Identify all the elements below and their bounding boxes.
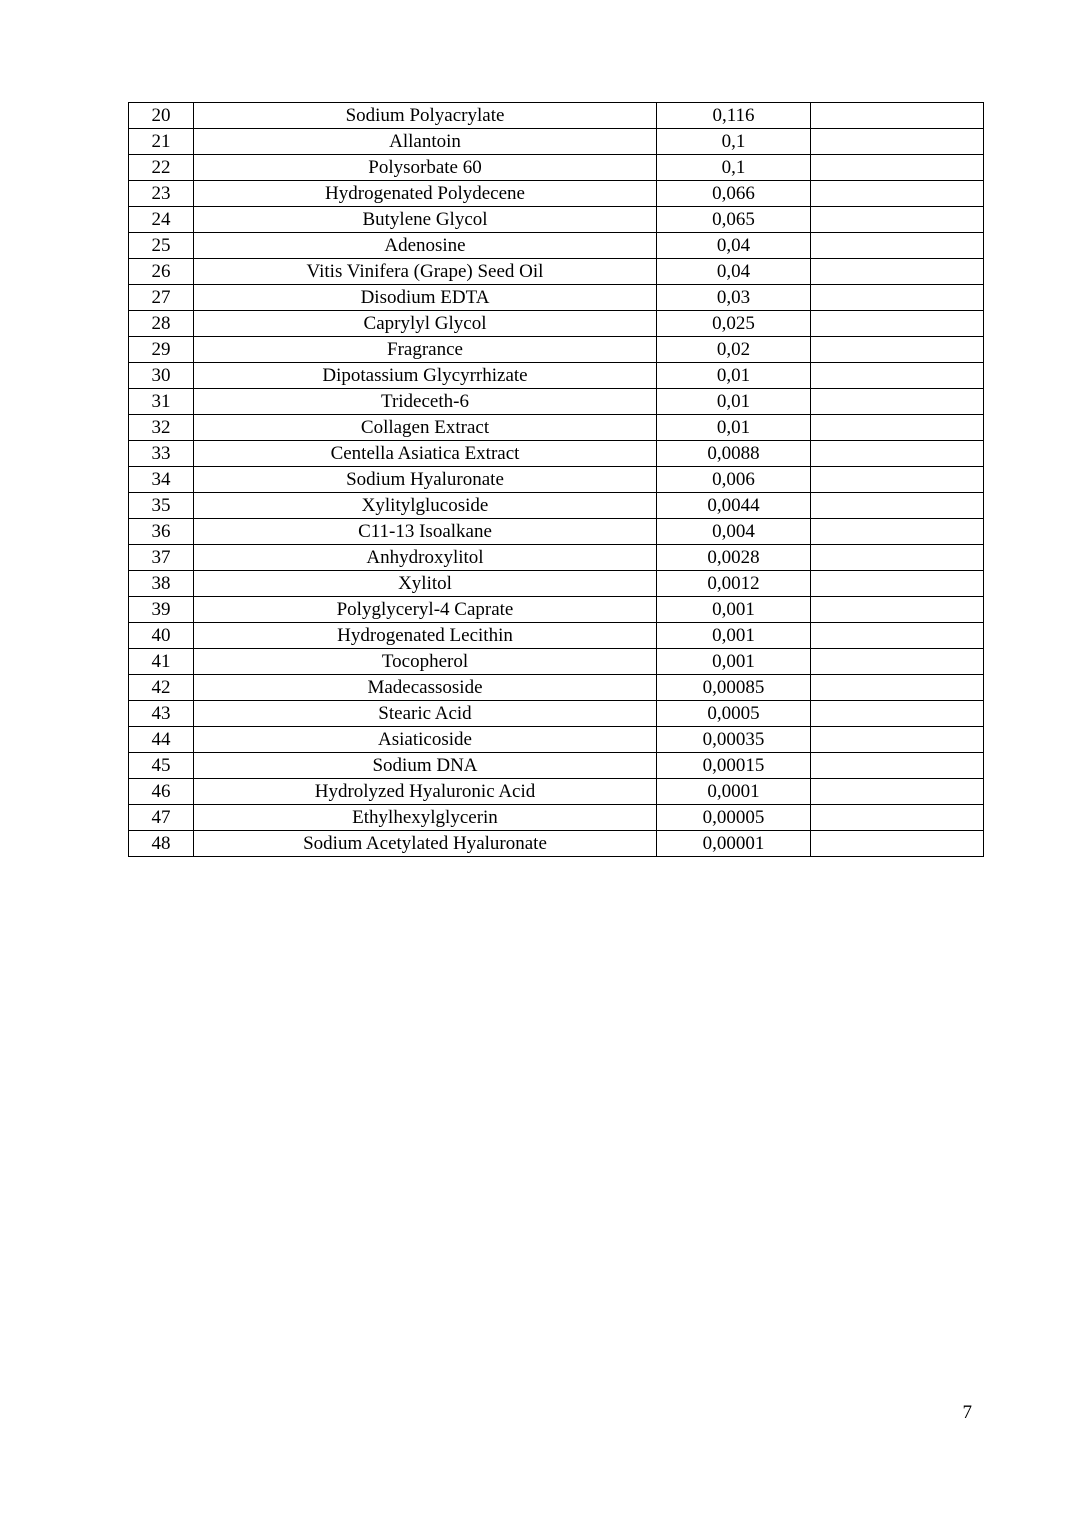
ingredient-name-cell: Hydrogenated Polydecene (194, 181, 657, 207)
table-row (129, 753, 984, 779)
empty-cell (811, 181, 984, 207)
row-number-cell: 22 (129, 155, 194, 181)
ingredient-value-cell: 0,0088 (657, 441, 811, 467)
row-number-cell: 46 (129, 779, 194, 805)
empty-cell (811, 545, 984, 571)
row-number-cell: 47 (129, 805, 194, 831)
ingredient-name-cell: Adenosine (194, 233, 657, 259)
empty-cell (811, 727, 984, 753)
row-number-cell: 31 (129, 389, 194, 415)
empty-cell (811, 779, 984, 805)
table-row (129, 441, 984, 467)
row-number-cell: 34 (129, 467, 194, 493)
empty-cell (811, 831, 984, 857)
row-number-cell: 27 (129, 285, 194, 311)
empty-cell (811, 155, 984, 181)
row-number-cell: 30 (129, 363, 194, 389)
ingredient-name-cell: Xylitylglucoside (194, 493, 657, 519)
ingredient-name-cell: Hydrolyzed Hyaluronic Acid (194, 779, 657, 805)
row-number-cell: 21 (129, 129, 194, 155)
ingredient-name-cell: Sodium DNA (194, 753, 657, 779)
ingredient-value-cell: 0,01 (657, 415, 811, 441)
table-row (129, 779, 984, 805)
row-number-cell: 25 (129, 233, 194, 259)
row-number-cell: 42 (129, 675, 194, 701)
row-number-cell: 28 (129, 311, 194, 337)
row-number-cell: 39 (129, 597, 194, 623)
table-row (129, 207, 984, 233)
ingredient-name-cell: C11-13 Isoalkane (194, 519, 657, 545)
ingredient-value-cell: 0,02 (657, 337, 811, 363)
row-number-cell: 45 (129, 753, 194, 779)
ingredient-name-cell: Disodium EDTA (194, 285, 657, 311)
empty-cell (811, 441, 984, 467)
table-row (129, 103, 984, 129)
ingredient-name-cell: Polysorbate 60 (194, 155, 657, 181)
ingredient-value-cell: 0,066 (657, 181, 811, 207)
row-number-cell: 44 (129, 727, 194, 753)
ingredient-value-cell: 0,00035 (657, 727, 811, 753)
table-row (129, 311, 984, 337)
ingredient-value-cell: 0,00001 (657, 831, 811, 857)
row-number-cell: 35 (129, 493, 194, 519)
ingredient-name-cell: Trideceth-6 (194, 389, 657, 415)
table-row (129, 571, 984, 597)
row-number-cell: 41 (129, 649, 194, 675)
empty-cell (811, 311, 984, 337)
ingredient-name-cell: Sodium Hyaluronate (194, 467, 657, 493)
row-number-cell: 32 (129, 415, 194, 441)
table-row (129, 701, 984, 727)
row-number-cell: 26 (129, 259, 194, 285)
ingredient-name-cell: Allantoin (194, 129, 657, 155)
ingredient-name-cell: Anhydroxylitol (194, 545, 657, 571)
ingredients-table (128, 102, 984, 857)
empty-cell (811, 805, 984, 831)
ingredient-name-cell: Xylitol (194, 571, 657, 597)
ingredient-value-cell: 0,065 (657, 207, 811, 233)
ingredient-name-cell: Sodium Polyacrylate (194, 103, 657, 129)
table-row (129, 519, 984, 545)
empty-cell (811, 207, 984, 233)
row-number-cell: 38 (129, 571, 194, 597)
row-number-cell: 33 (129, 441, 194, 467)
ingredient-name-cell: Butylene Glycol (194, 207, 657, 233)
ingredient-name-cell: Hydrogenated Lecithin (194, 623, 657, 649)
empty-cell (811, 649, 984, 675)
empty-cell (811, 623, 984, 649)
ingredient-value-cell: 0,004 (657, 519, 811, 545)
ingredients-table-body (129, 103, 984, 857)
ingredient-value-cell: 0,025 (657, 311, 811, 337)
table-row (129, 727, 984, 753)
ingredient-value-cell: 0,04 (657, 233, 811, 259)
row-number-cell: 43 (129, 701, 194, 727)
row-number-cell: 20 (129, 103, 194, 129)
empty-cell (811, 389, 984, 415)
row-number-cell: 29 (129, 337, 194, 363)
table-row (129, 467, 984, 493)
ingredient-value-cell: 0,00005 (657, 805, 811, 831)
ingredient-value-cell: 0,00085 (657, 675, 811, 701)
ingredient-name-cell: Asiaticoside (194, 727, 657, 753)
ingredient-name-cell: Centella Asiatica Extract (194, 441, 657, 467)
empty-cell (811, 701, 984, 727)
ingredient-value-cell: 0,1 (657, 155, 811, 181)
table-row (129, 259, 984, 285)
table-row (129, 545, 984, 571)
ingredient-name-cell: Fragrance (194, 337, 657, 363)
row-number-cell: 37 (129, 545, 194, 571)
empty-cell (811, 467, 984, 493)
ingredient-name-cell: Polyglyceryl-4 Caprate (194, 597, 657, 623)
ingredient-name-cell: Collagen Extract (194, 415, 657, 441)
row-number-cell: 24 (129, 207, 194, 233)
ingredient-name-cell: Sodium Acetylated Hyaluronate (194, 831, 657, 857)
ingredient-name-cell: Ethylhexylglycerin (194, 805, 657, 831)
table-row (129, 493, 984, 519)
ingredient-value-cell: 0,00015 (657, 753, 811, 779)
table-row (129, 831, 984, 857)
table-row (129, 181, 984, 207)
table-row (129, 415, 984, 441)
ingredient-name-cell: Dipotassium Glycyrrhizate (194, 363, 657, 389)
page-number: 7 (962, 1402, 972, 1423)
ingredient-value-cell: 0,01 (657, 389, 811, 415)
table-row (129, 337, 984, 363)
ingredient-value-cell: 0,03 (657, 285, 811, 311)
row-number-cell: 23 (129, 181, 194, 207)
row-number-cell: 40 (129, 623, 194, 649)
ingredient-value-cell: 0,0012 (657, 571, 811, 597)
empty-cell (811, 493, 984, 519)
empty-cell (811, 519, 984, 545)
ingredient-value-cell: 0,0028 (657, 545, 811, 571)
empty-cell (811, 753, 984, 779)
table-row (129, 805, 984, 831)
empty-cell (811, 103, 984, 129)
table-row (129, 675, 984, 701)
ingredient-value-cell: 0,01 (657, 363, 811, 389)
table-row (129, 129, 984, 155)
ingredient-value-cell: 0,001 (657, 649, 811, 675)
row-number-cell: 36 (129, 519, 194, 545)
empty-cell (811, 363, 984, 389)
empty-cell (811, 233, 984, 259)
table-row (129, 597, 984, 623)
ingredient-name-cell: Vitis Vinifera (Grape) Seed Oil (194, 259, 657, 285)
table-row (129, 155, 984, 181)
empty-cell (811, 571, 984, 597)
ingredient-value-cell: 0,006 (657, 467, 811, 493)
empty-cell (811, 415, 984, 441)
ingredient-name-cell: Caprylyl Glycol (194, 311, 657, 337)
ingredient-name-cell: Tocopherol (194, 649, 657, 675)
row-number-cell: 48 (129, 831, 194, 857)
ingredient-value-cell: 0,04 (657, 259, 811, 285)
empty-cell (811, 285, 984, 311)
ingredient-value-cell: 0,001 (657, 597, 811, 623)
empty-cell (811, 259, 984, 285)
ingredient-value-cell: 0,116 (657, 103, 811, 129)
ingredient-name-cell: Stearic Acid (194, 701, 657, 727)
ingredient-value-cell: 0,0005 (657, 701, 811, 727)
ingredient-value-cell: 0,0044 (657, 493, 811, 519)
table-row (129, 389, 984, 415)
empty-cell (811, 597, 984, 623)
ingredient-name-cell: Madecassoside (194, 675, 657, 701)
table-row (129, 285, 984, 311)
table-row (129, 649, 984, 675)
ingredient-value-cell: 0,001 (657, 623, 811, 649)
empty-cell (811, 337, 984, 363)
ingredient-value-cell: 0,0001 (657, 779, 811, 805)
empty-cell (811, 675, 984, 701)
table-row (129, 363, 984, 389)
empty-cell (811, 129, 984, 155)
table-row (129, 623, 984, 649)
ingredient-value-cell: 0,1 (657, 129, 811, 155)
table-row (129, 233, 984, 259)
